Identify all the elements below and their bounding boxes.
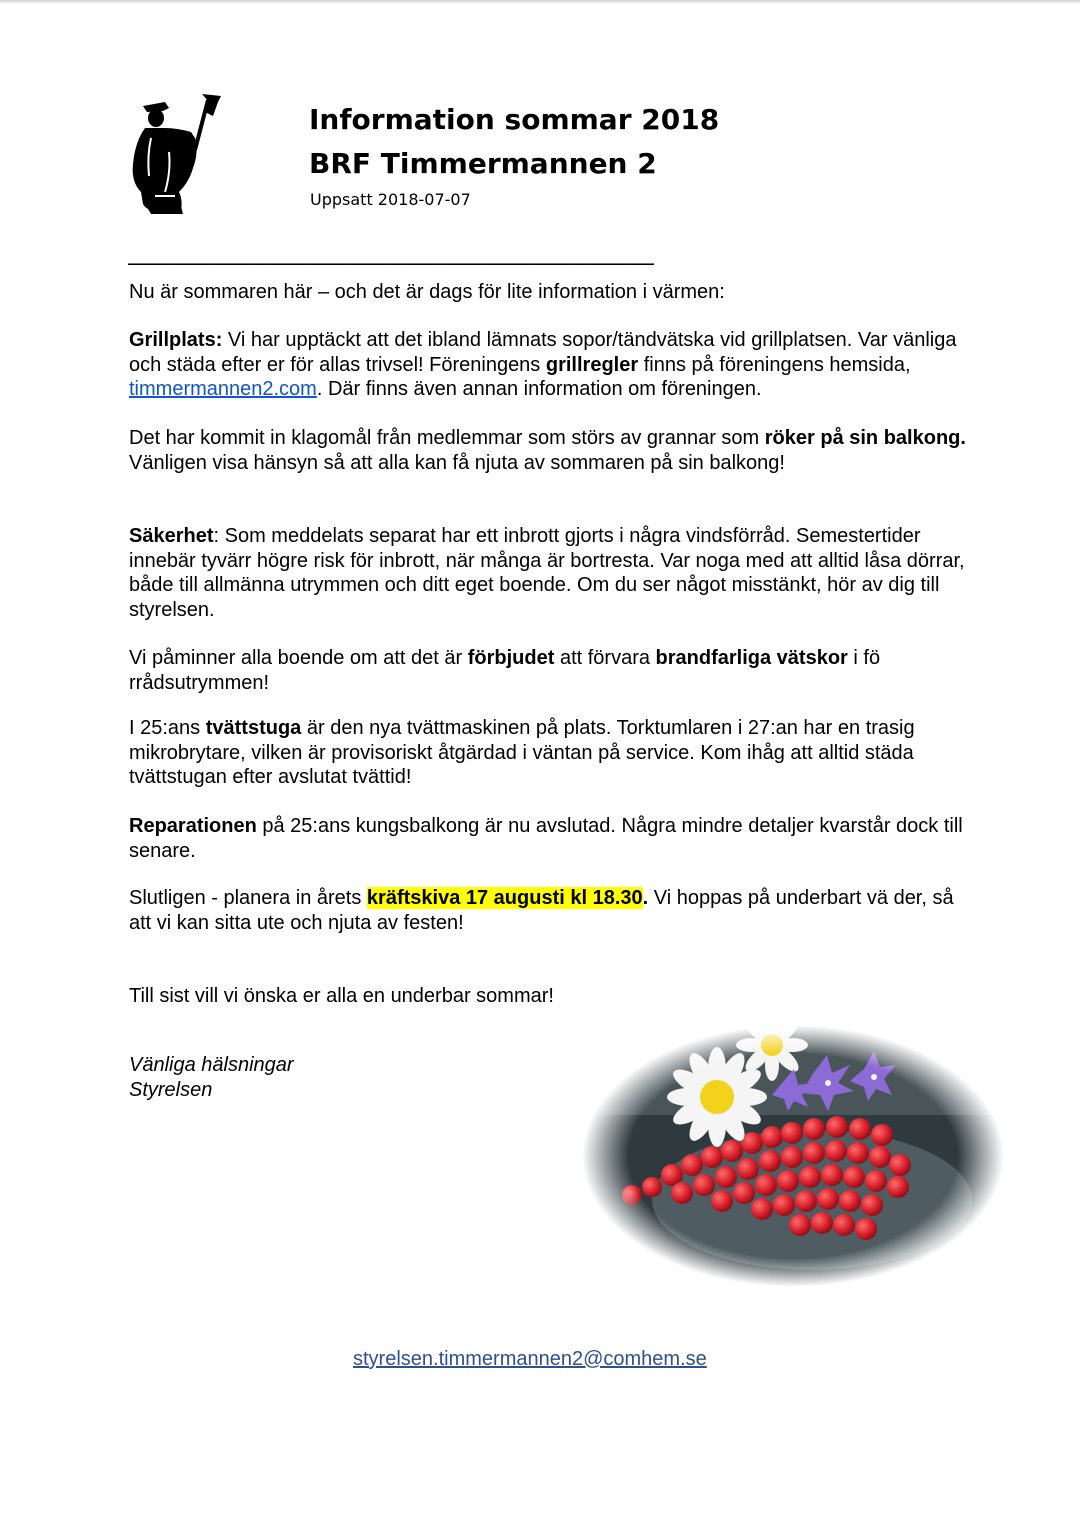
intro-paragraph bbox=[129, 280, 969, 305]
laundry-text-2: är den nya tvättmaskinen på plats. Torktumlaren i 27:an har en trasig mikrobrytare, vilken är provisoriskt åtgärdad i väntan på service. Kom ihåg att alltid städa tvättstugan efter avslutat tvättid! bbox=[129, 717, 915, 788]
smoking-paragraph bbox=[129, 426, 969, 475]
security-paragraph bbox=[129, 524, 969, 622]
party-text-2: Vi hoppas på underbart vä der, så att vi kan sitta ute och njuta av festen! bbox=[129, 887, 954, 934]
fire-bold-1: förbjudet bbox=[467, 647, 555, 669]
party-paragraph bbox=[129, 886, 969, 935]
grill-text-1: Vi har upptäckt att det ibland lämnats sopor/tändvätska vid grillplatsen. Var vänliga och städa efter er för allas trivsel! Föreningens bbox=[129, 329, 957, 376]
wild-strawberries-and-flowers-photo bbox=[582, 1025, 1004, 1287]
crayfish-party-highlight: kräftskiva 17 augusti kl 18.30 bbox=[366, 887, 643, 909]
grill-text-3: . Där finns även annan information om föreningen. bbox=[316, 378, 762, 400]
smoke-bold: röker på sin balkong. bbox=[764, 427, 966, 449]
intro-text: Nu är sommaren här – och det är dags för lite information i värmen: bbox=[129, 281, 725, 303]
grill-label: Grillplats: bbox=[129, 329, 223, 351]
party-bold-tail: . bbox=[642, 887, 649, 909]
laundry-text-1: I 25:ans bbox=[129, 717, 206, 739]
website-link[interactable]: timmermannen2.com bbox=[129, 378, 317, 400]
fire-bold-2: brandfarliga vätskor bbox=[655, 647, 848, 669]
fire-paragraph bbox=[129, 646, 969, 695]
repair-bold: Reparationen bbox=[129, 815, 257, 837]
signature bbox=[129, 1053, 294, 1103]
carpenter-with-axe-icon bbox=[125, 92, 225, 217]
contact-email-link[interactable]: styrelsen.timmermannen2@comhem.se bbox=[353, 1348, 707, 1370]
page-top-shadow bbox=[0, 0, 1080, 4]
repair-paragraph bbox=[129, 814, 969, 863]
laundry-paragraph bbox=[129, 716, 969, 790]
closing-paragraph bbox=[129, 984, 969, 1009]
signature-name: Styrelsen bbox=[129, 1079, 213, 1101]
fire-text-3: i fö rrådsutrymmen! bbox=[129, 647, 881, 694]
grill-paragraph bbox=[129, 328, 969, 402]
association-name: BRF Timmermannen 2 bbox=[309, 147, 657, 180]
separator-line: ______________________________________ bbox=[128, 240, 655, 266]
security-label: Säkerhet bbox=[129, 525, 214, 547]
smoke-text-2: Vänligen visa hänsyn så att alla kan få njuta av sommaren på sin balkong! bbox=[129, 451, 785, 474]
page-title: Information sommar 2018 bbox=[309, 103, 720, 136]
signature-greeting: Vänliga hälsningar bbox=[129, 1054, 294, 1076]
grill-rules-bold: grillregler bbox=[545, 353, 639, 376]
grill-text-2: finns på föreningens hemsida, bbox=[638, 353, 911, 376]
posted-date: Uppsatt 2018-07-07 bbox=[310, 190, 471, 209]
laundry-bold: tvättstuga bbox=[205, 717, 302, 739]
party-text-1: Slutligen - planera in årets bbox=[129, 887, 367, 909]
repair-text: på 25:ans kungsbalkong är nu avslutad. Några mindre detaljer kvarstår dock till senare. bbox=[129, 815, 963, 862]
fire-text-1: Vi påminner alla boende om att det är bbox=[129, 647, 468, 669]
smoke-text-1: Det har kommit in klagomål från medlemmar som störs av grannar som bbox=[129, 427, 765, 449]
fire-text-2: att förvara bbox=[554, 647, 656, 669]
closing-text: Till sist vill vi önska er alla en underbar sommar! bbox=[129, 985, 554, 1007]
security-text: : Som meddelats separat har ett inbrott gjorts i några vindsförråd. Semestertider innebär tyvärr högre risk för inbrott, när många är bortresta. Var noga med att alltid låsa dörrar, både till allmänna utrymmen och ditt eget boende. Om du ser något misstänkt, hör av dig till styrelsen. bbox=[129, 525, 965, 621]
